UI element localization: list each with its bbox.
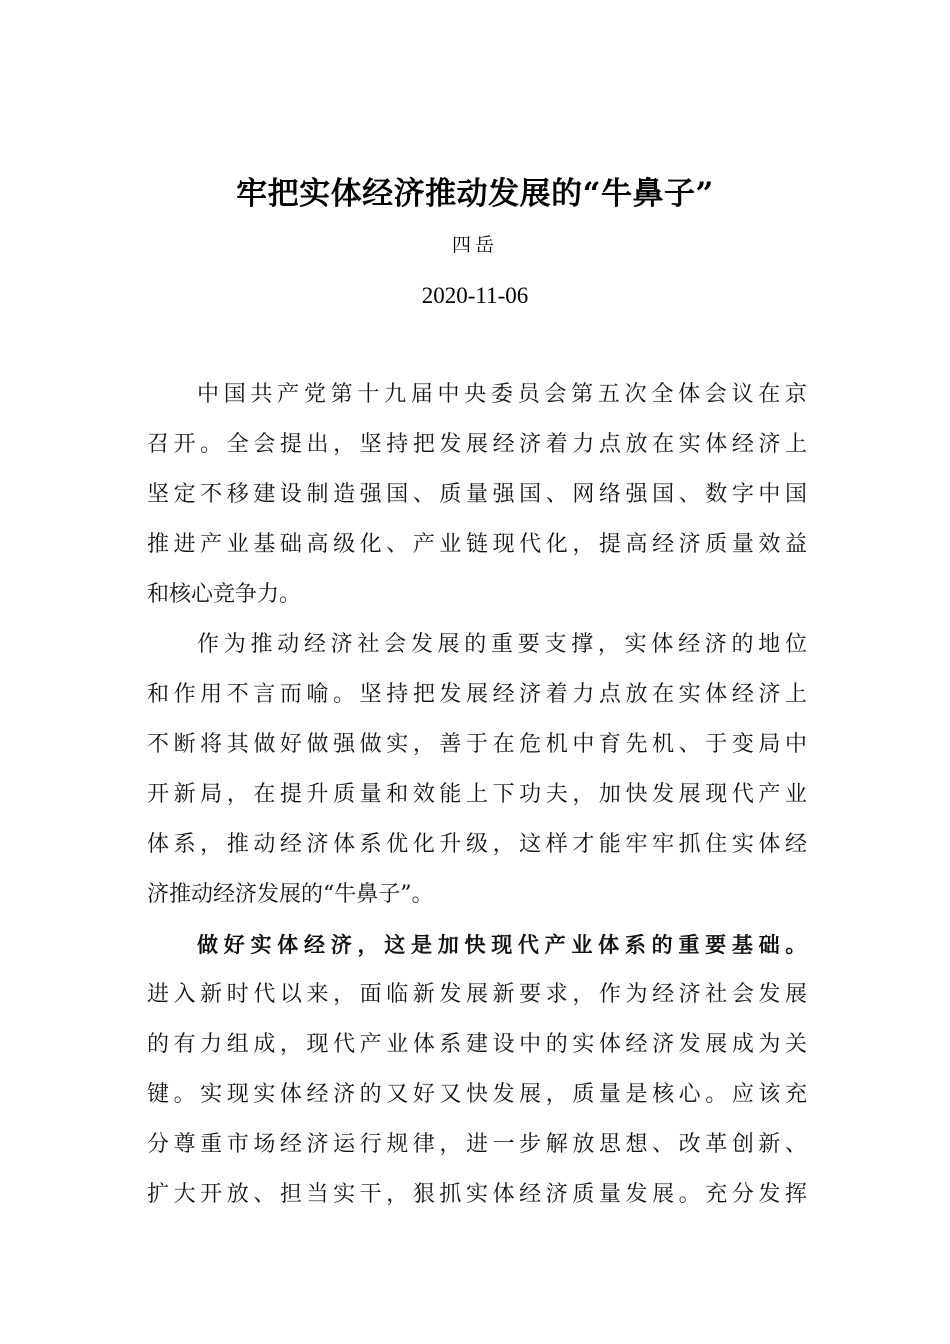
section-heading: 做好实体经济，这是加快现代产业体系的重要基础。 [197, 933, 807, 957]
paragraph-3-line-3: 键。实现实体经济的又好又快发展，质量是核心。应该充 [147, 1082, 807, 1107]
paragraph-2-line-4: 开新局，在提升质量和效能上下功夫，加快发展现代产业 [147, 782, 807, 807]
paragraph-3-line-4: 分尊重市场经济运行规律，进一步解放思想、改革创新、 [147, 1132, 807, 1157]
paragraph-2-line-6: 济推动经济发展的“牛鼻子”。 [147, 882, 434, 907]
paragraph-2-line-2: 和作用不言而喻。坚持把发展经济着力点放在实体经济上 [147, 682, 807, 707]
paragraph-1-line-5: 和核心竞争力。 [147, 582, 302, 607]
paragraph-2-line-3: 不断将其做好做强做实，善于在危机中育先机、于变局中 [147, 732, 807, 757]
article-author: 四岳 [451, 234, 498, 256]
paragraph-1-line-3: 坚定不移建设制造强国、质量强国、网络强国、数字中国 [147, 482, 807, 507]
paragraph-1-line-4: 推进产业基础高级化、产业链现代化，提高经济质量效益 [147, 532, 807, 557]
paragraph-3-line-1: 进入新时代以来，面临新发展新要求，作为经济社会发展 [147, 982, 807, 1007]
paragraph-3-line-5: 扩大开放、担当实干，狠抓实体经济质量发展。充分发挥 [147, 1182, 807, 1207]
paragraph-2-line-1: 作为推动经济社会发展的重要支撑，实体经济的地位 [197, 632, 807, 657]
article-title: 牢把实体经济推动发展的“牛鼻子” [236, 176, 714, 212]
article-body [147, 370, 807, 1220]
paragraph-2-line-5: 体系，推动经济体系优化升级，这样才能牢牢抓住实体经 [147, 832, 807, 857]
paragraph-1-line-1: 中国共产党第十九届中央委员会第五次全体会议在京 [197, 382, 807, 407]
paragraph-3-line-2: 的有力组成，现代产业体系建设中的实体经济发展成为关 [147, 1032, 807, 1057]
article-date: 2020-11-06 [421, 283, 529, 308]
paragraph-1-line-2: 召开。全会提出，坚持把发展经济着力点放在实体经济上 [147, 432, 807, 457]
